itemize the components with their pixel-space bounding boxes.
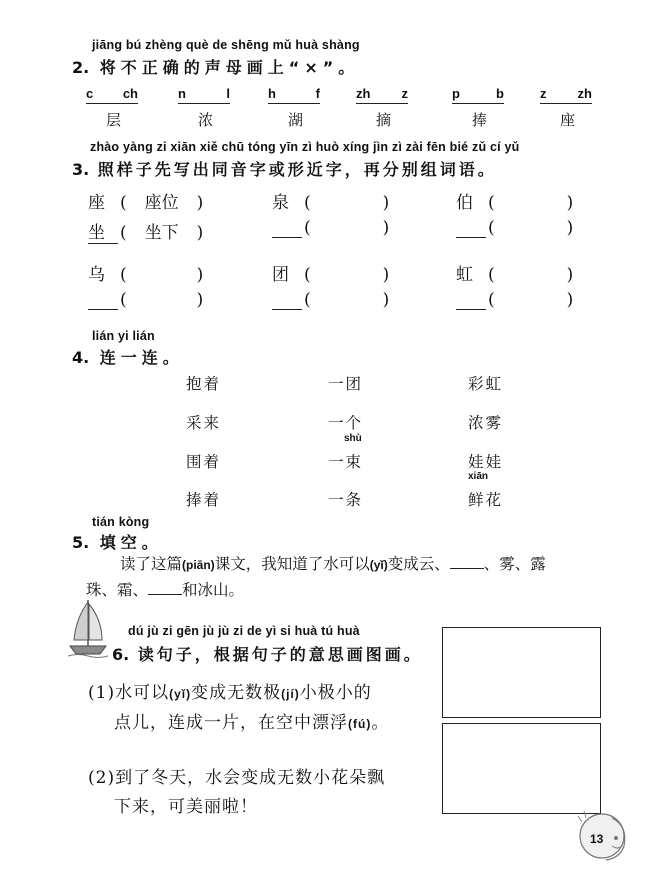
- q3-close-paren: ): [196, 223, 204, 243]
- q2-initial-option[interactable]: z: [401, 86, 408, 101]
- q3-char: 座: [88, 193, 105, 213]
- q3-close-paren: ): [382, 218, 390, 238]
- page-badge: [572, 800, 636, 864]
- q2-initial-option[interactable]: h: [268, 86, 276, 101]
- q3-word-field: 座位: [144, 193, 179, 213]
- q3-open-paren: (: [488, 265, 495, 285]
- q2-char: 摘: [376, 111, 392, 129]
- q4-noun[interactable]: 浓雾: [468, 414, 504, 432]
- q2-initial-option[interactable]: c: [86, 86, 94, 101]
- q5-pinyin: tián kòng: [92, 515, 150, 529]
- q3-pinyin: zhào yàng zi xiān xiě chū tóng yīn zì huò xíng jìn zì zài fēn bié zǔ cí yǔ: [90, 140, 520, 154]
- q4-number: 4.: [72, 348, 90, 367]
- q3-char: 虹: [456, 265, 473, 285]
- q2-initial-option[interactable]: b: [496, 86, 504, 101]
- q3-close-paren: ): [566, 290, 574, 310]
- q3-open-paren: (: [120, 290, 127, 310]
- q5-text: 填空。: [99, 533, 163, 552]
- q3-char: 团: [272, 265, 289, 285]
- q6-s1-pinyin-ji: (jí): [281, 687, 300, 701]
- q3-close-paren: ): [196, 193, 204, 213]
- q2-char: 捧: [472, 111, 488, 129]
- q4-verb[interactable]: 围着: [186, 453, 222, 471]
- q3-text: 照样子先写出同音字或形近字，再分别组词语。: [97, 160, 497, 179]
- q4-noun[interactable]: 娃娃: [468, 453, 504, 471]
- q6-sentence1-line2: [114, 708, 389, 733]
- q2-pinyin: jiāng bú zhèng què de shēng mǔ huà shàng: [92, 38, 360, 52]
- q2-char: 层: [106, 111, 122, 129]
- q4-measure[interactable]: 一团: [328, 375, 364, 393]
- q6-sentence2-line1: (2)到了冬天，水会变成无数小花朵飘: [88, 768, 386, 788]
- q4-noun[interactable]: 鲜花: [468, 491, 504, 509]
- q6-text: 读句子，根据句子的意思画图画。: [137, 645, 423, 664]
- q6-s1-text-d: 点儿，连成一片，在空中漂浮: [114, 713, 348, 733]
- q5-blank-2[interactable]: [148, 580, 182, 595]
- q2-initial-option[interactable]: z: [540, 86, 547, 101]
- q2-number: 2.: [72, 58, 90, 77]
- q4-verb[interactable]: 捧着: [186, 491, 222, 509]
- q5-pinyin-pian: (piān): [182, 558, 215, 572]
- q5-blank-1[interactable]: [450, 554, 484, 569]
- q6-sentence2-line2: 下来，可美丽啦！: [114, 797, 258, 817]
- drawing-box-1[interactable]: [442, 627, 601, 718]
- q4-verb[interactable]: 采来: [186, 414, 222, 432]
- q2-char: 湖: [288, 111, 304, 129]
- q3-open-paren: (: [120, 193, 127, 213]
- q5-text-f: 和冰山。: [182, 581, 245, 599]
- q3-close-paren: ): [196, 265, 204, 285]
- q3-open-paren: (: [488, 193, 495, 213]
- q6-s1-pinyin-fu: (fú): [348, 717, 372, 731]
- q4-pinyin-xian: xiān: [468, 471, 489, 482]
- q5-pinyin-yi: (yǐ): [369, 558, 388, 572]
- q2-initial-option[interactable]: f: [315, 86, 320, 101]
- q5-line2: [86, 578, 244, 600]
- q6-title: [112, 642, 423, 665]
- q5-text-e: 珠、霜、: [86, 581, 149, 599]
- q2-initial-option[interactable]: ch: [122, 86, 138, 101]
- q4-measure[interactable]: 一个: [328, 414, 364, 432]
- q6-s1-text-e: 。: [371, 713, 390, 733]
- q2-char: 浓: [198, 111, 214, 129]
- q3-char: 坐: [88, 218, 118, 244]
- q3-open-paren: (: [120, 223, 127, 243]
- q4-pinyin: lián yi lián: [92, 329, 155, 343]
- moon-cartoon-icon: [572, 800, 636, 864]
- q3-char: 泉: [272, 193, 289, 213]
- q3-open-paren: (: [488, 218, 495, 238]
- q4-pinyin-shu: shù: [344, 433, 362, 444]
- q5-title: [72, 530, 163, 553]
- q3-open-paren: (: [304, 218, 311, 238]
- q3-open-paren: (: [304, 290, 311, 310]
- q6-s1-text-c: 小极小的: [299, 683, 372, 703]
- q5-number: 5.: [72, 533, 90, 552]
- q3-open-paren: (: [120, 265, 127, 285]
- q3-close-paren: ): [382, 265, 390, 285]
- q2-initial-option[interactable]: l: [226, 86, 230, 101]
- q3-close-paren: ): [566, 193, 574, 213]
- q6-s1-pinyin-yi: (yǐ): [169, 687, 192, 701]
- sailboat-icon: [68, 596, 108, 658]
- q3-close-paren: ): [196, 290, 204, 310]
- q3-open-paren: (: [488, 290, 495, 310]
- q3-close-paren: ): [566, 218, 574, 238]
- page-number: 13: [590, 832, 604, 846]
- q6-s1-text-b: 变成无数极: [191, 683, 282, 703]
- q3-close-paren: ): [566, 265, 574, 285]
- q4-text: 连一连。: [99, 348, 184, 367]
- q5-line1: [120, 552, 546, 574]
- q3-open-paren: (: [304, 193, 311, 213]
- q4-measure[interactable]: 一条: [328, 491, 364, 509]
- q5-text-c: 变成云、: [387, 555, 450, 573]
- q3-number: 3.: [72, 160, 90, 179]
- q6-number: 6.: [112, 645, 130, 664]
- q3-close-paren: ): [382, 290, 390, 310]
- q5-text-d: 、雾、露: [483, 555, 546, 573]
- q4-noun[interactable]: 彩虹: [468, 375, 504, 393]
- q2-initial-option[interactable]: n: [178, 86, 186, 101]
- q6-sentence1-line1: [88, 678, 372, 703]
- q6-s1-text-a: (1)水可以: [88, 683, 170, 703]
- q5-text-a: 读了这篇: [120, 555, 183, 573]
- q2-initial-option[interactable]: zh: [577, 86, 592, 101]
- q2-char: 座: [560, 111, 576, 129]
- q4-verb[interactable]: 抱着: [186, 375, 222, 393]
- q3-char: 乌: [88, 265, 105, 285]
- q3-char: 伯: [456, 193, 473, 213]
- q3-word-field: 坐下: [144, 223, 179, 243]
- q3-close-paren: ): [382, 193, 390, 213]
- q3-open-paren: (: [304, 265, 311, 285]
- q2-initial-option[interactable]: zh: [356, 86, 371, 101]
- q6-pinyin: dú jù zi gēn jù jù zi de yì si huà tú huà: [128, 624, 360, 638]
- q5-text-b: 课文，我知道了水可以: [214, 555, 370, 573]
- q2-initial-option[interactable]: p: [452, 86, 460, 101]
- q2-text: 将不正确的声母画上“×”。: [99, 58, 360, 77]
- q4-measure[interactable]: 一束: [328, 453, 364, 471]
